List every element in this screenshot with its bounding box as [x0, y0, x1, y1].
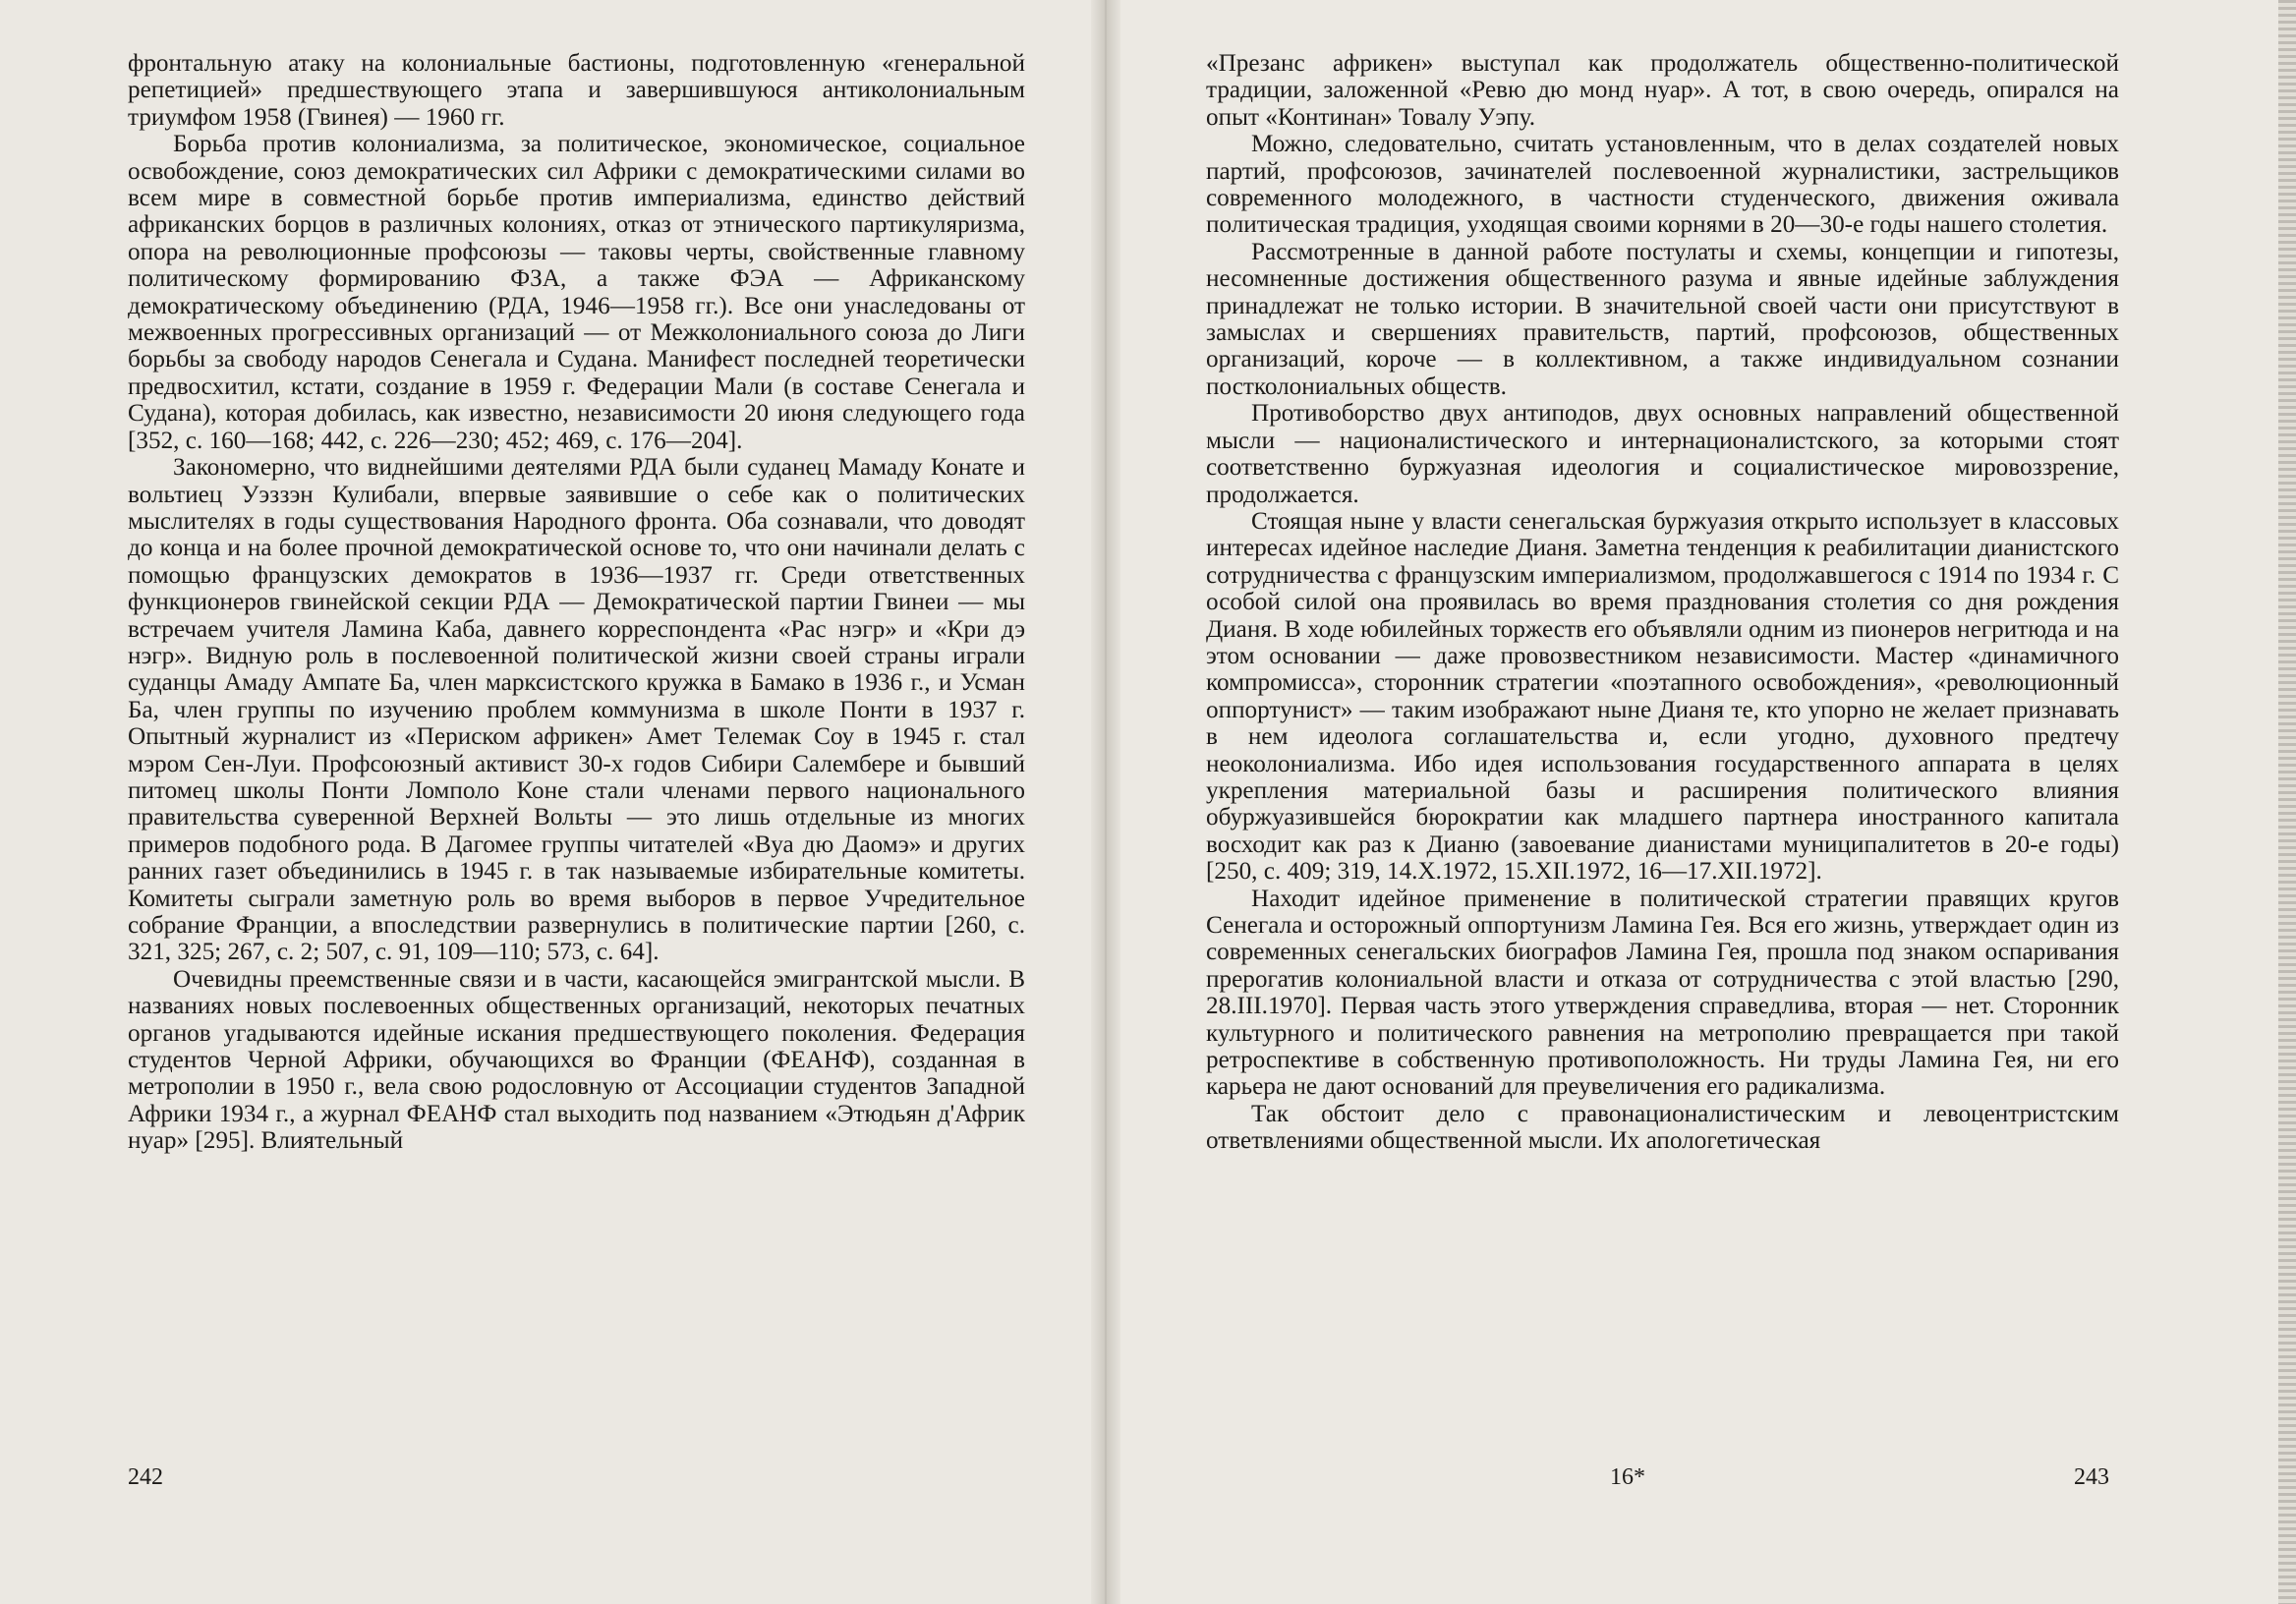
- left-page-text: [128, 50, 1025, 1155]
- right-paragraph-7: Так обстоит дело с правонационалистическим и левоцентристским ответвлениями общественной мысли. Их апологетическая: [1206, 1100, 2119, 1155]
- left-paragraph-3: Закономерно, что виднейшими деятелями РДА были суданец Мамаду Конате и вольтиец Уэззэн Кулибали, впервые заявившие о себе как о политических мыслителях в годы существования Народного фронта. Оба сознавали, что доводят до конца и на более прочной демократической основе то, что они начинали делать с помощью французских демократов в 1936—1937 гг. Среди ответственных функционеров гвинейской секции РДА — Демократической партии Гвинеи — мы встречаем учителя Ламина Каба, давнего корреспондента «Рас нэгр» и «Кри дэ нэгр». Видную роль в послевоенной политической жизни своей страны играли суданцы Амаду Ампате Ба, член марксистского кружка в Бамако в 1936 г., и Усман Ба, член группы по изучению проблем коммунизма в школе Понти в 1937 г. Опытный журналист из «Периском африкен» Амет Телемак Соу в 1945 г. стал мэром Сен-Луи. Профсоюзный активист 30-х годов Сибири Салембере и бывший питомец школы Понти Ломполо Коне стали членами первого национального правительства суверенной Верхней Вольты — это лишь отдельные из многих примеров подобного рода. В Дагомее группы читателей «Вуа дю Даомэ» и других ранних газет объединились в 1945 г. в так называемые избирательные комитеты. Комитеты сыграли заметную роль во время выборов в первое Учредительное собрание Франции, а впоследствии развернулись в политические партии [260, с. 321, 325; 267, с. 2; 507, с. 91, 109—110; 573, с. 64].: [128, 454, 1025, 966]
- left-paragraph-4: Очевидны преемственные связи и в части, касающейся эмигрантской мысли. В названиях новых послевоенных общественных организаций, некоторых печатных органов угадываются идейные искания предшествующего поколения. Федерация студентов Черной Африки, обучающихся во Франции (ФЕАНФ), созданная в метрополии в 1950 г., вела свою родословную от Ассоциации студентов Западной Африки 1934 г., а журнал ФЕАНФ стал выходить под названием «Этюдьян д'Африк нуар» [295]. Влиятельный: [128, 965, 1025, 1155]
- right-paragraph-4: Противоборство двух антиподов, двух основных направлений общественной мысли — националистического и интернационалистского, за которыми стоят соответственно буржуазная идеология и социалистическое мировоззрение, продолжается.: [1206, 400, 2119, 508]
- left-page-number: 242: [128, 1464, 163, 1490]
- book-gutter: [1091, 0, 1120, 1604]
- right-page-number: 243: [2074, 1464, 2109, 1490]
- right-paragraph-2: Можно, следовательно, считать установленным, что в делах создателей новых партий, профсоюзов, зачинателей послевоенной журналистики, застрельщиков современного молодежного, в частности студенческого, движения оживала политическая традиция, уходящая своими корнями в 20—30-е годы нашего столетия.: [1206, 131, 2119, 239]
- right-page: [1101, 0, 2296, 1604]
- right-paragraph-5: Стоящая ныне у власти сенегальская буржуазия открыто использует в классовых интересах идейное наследие Дианя. Заметна тенденция к реабилитации дианистского сотрудничества с французским империализмом, продолжавшегося с 1914 по 1934 г. С особой силой она проявилась во время празднования столетия со дня рождения Дианя. В ходе юбилейных торжеств его объявляли одним из пионеров негритюда и на этом основании — даже провозвестником независимости. Мастер «динамичного компромисса», сторонник стратегии «поэтапного освобождения», «революционный оппортунист» — таким изображают ныне Дианя те, кто упорно не желает признавать в нем идеолога соглашательства и, если угодно, духовного предтечу неоколониализма. Ибо идея использования государственного аппарата в целях укрепления материальной базы и расширения политического влияния обуржуазившейся бюрократии как младшего партнера иностранного капитала восходит как раз к Дианю (завоевание дианистами муниципалитетов в 20-е годы) [250, с. 409; 319, 14.X.1972, 15.XII.1972, 16—17.XII.1972].: [1206, 507, 2119, 886]
- page-edges: [2278, 0, 2296, 1604]
- left-paragraph-2: Борьба против колониализма, за политическое, экономическое, социальное освобождение, союз демократических сил Африки с демократическими силами во всем мире в совместной борьбе против империализма, единство действий африканских борцов в различных колониях, отказ от этнического партикуляризма, опора на революционные профсоюзы — таковы черты, свойственные главному политическому формированию ФЗА, а также ФЭА — Африканскому демократическому объединению (РДА, 1946—1958 гг.). Все они унаследованы от межвоенных прогрессивных организаций — от Межколониального союза до Лиги борьбы за свободу народов Сенегала и Судана. Манифест последней теоретически предвосхитил, кстати, создание в 1959 г. Федерации Мали (в составе Сенегала и Судана), которая добилась, как известно, независимости 20 июня следующего года [352, с. 160—168; 442, с. 226—230; 452; 469, с. 176—204].: [128, 131, 1025, 454]
- signature-mark: 16*: [1610, 1464, 1645, 1490]
- right-page-text: [1206, 50, 2119, 1155]
- right-paragraph-1: «Презанс африкен» выступал как продолжатель общественно-политической традиции, заложенной «Ревю дю монд нуар». А тот, в свою очередь, опирался на опыт «Континан» Товалу Уэпу.: [1206, 50, 2119, 131]
- right-paragraph-6: Находит идейное применение в политической стратегии правящих кругов Сенегала и осторожный оппортунизм Ламина Гея. Вся его жизнь, утверждает один из современных сенегальских биографов Ламина Гея, прошла под знаком оспаривания прерогатив колониальной власти и отказа от сотрудничества с этой властью [290, 28.III.1970]. Первая часть этого утверждения справедлива, вторая — нет. Сторонник культурного и политического равнения на метрополию превращается при такой ретроспективе в собственную противоположность. Ни труды Ламина Гея, ни его карьера не дают оснований для преувеличения его радикализма.: [1206, 885, 2119, 1101]
- left-page: [0, 0, 1117, 1604]
- right-paragraph-3: Рассмотренные в данной работе постулаты и схемы, концепции и гипотезы, несомненные достижения общественного разума и явные идейные заблуждения принадлежат не только истории. В значительной своей части они присутствуют в замыслах и свершениях правительств, партий, профсоюзов, общественных организаций, короче — в коллективном, а также индивидуальном сознании постколониальных обществ.: [1206, 238, 2119, 400]
- left-paragraph-1: фронтальную атаку на колониальные бастионы, подготовленную «генеральной репетицией» предшествующего этапа и завершившуюся антиколониальным триумфом 1958 (Гвинея) — 1960 гг.: [128, 50, 1025, 131]
